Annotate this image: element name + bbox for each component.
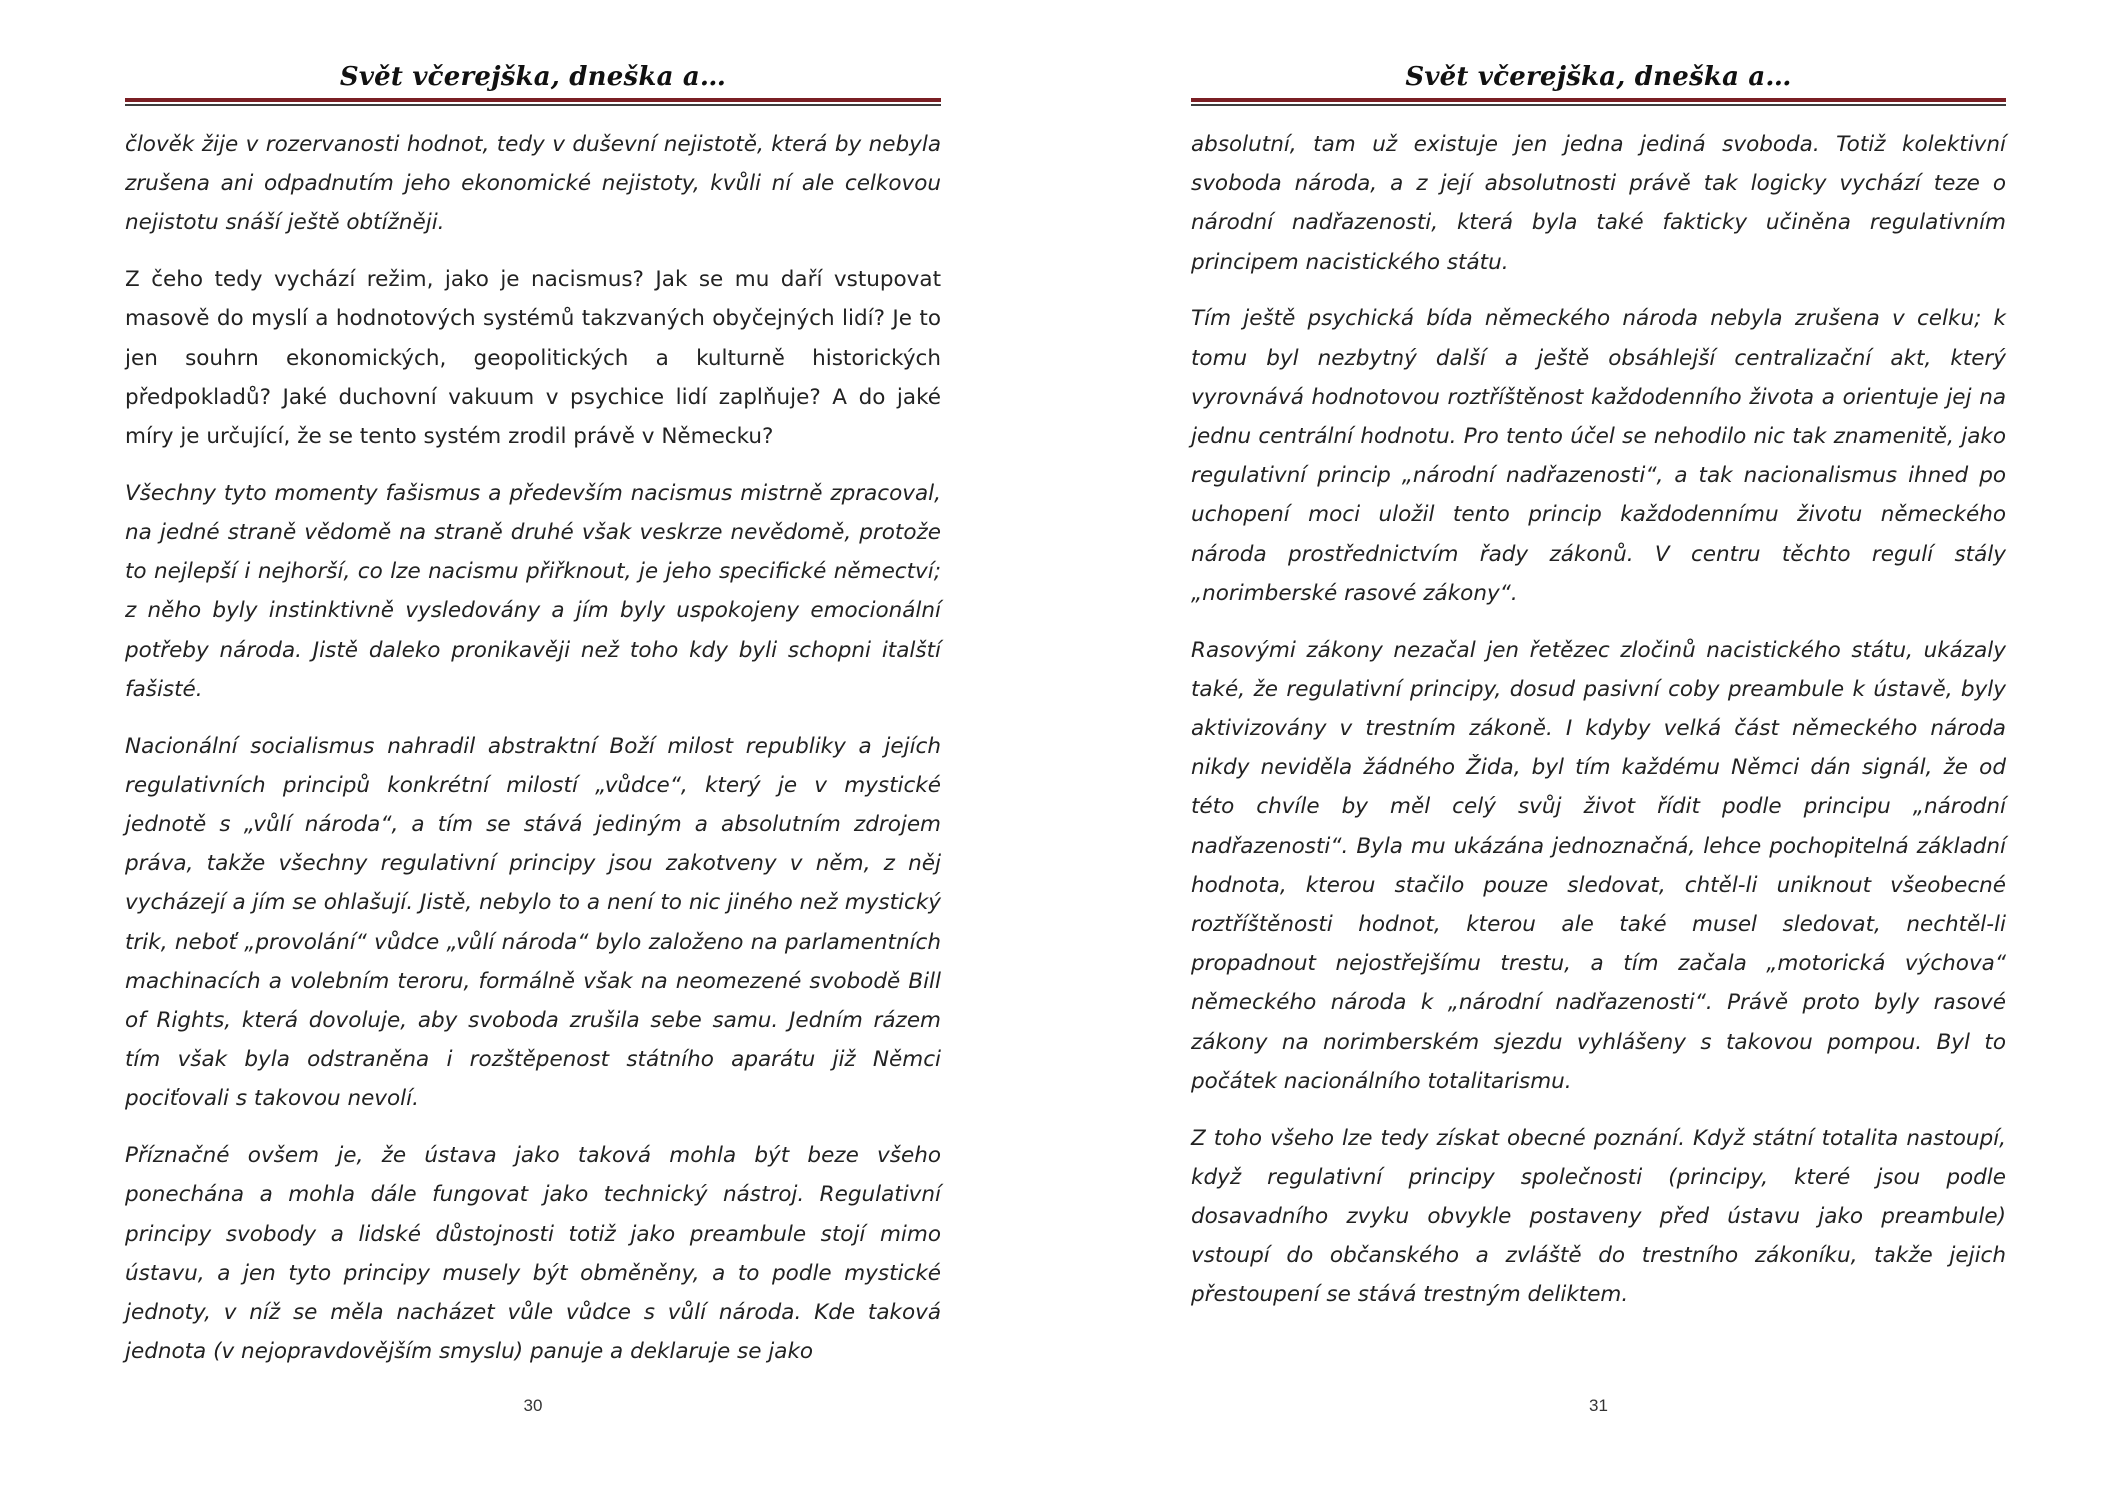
header-rule-thin xyxy=(125,104,941,106)
page-number: 30 xyxy=(523,1396,543,1415)
paragraph: Všechny tyto momenty fašismus a především nacismus mistrně zpracoval, na jedné straně vědomě na straně druhé však veskrze nevědomě, protože to nejlepší i nejhorší, co lze nacismu přiřknout, je jeho specifické němectví; z něho byly instinktivně vysledovány a jím byly uspokojeny emocionální potřeby národa. Jistě daleko pronikavěji než toho kdy byli schopni italští fašisté. xyxy=(125,480,941,702)
paragraph: Z toho všeho lze tedy získat obecné poznání. Když státní totalita nastoupí, když regulativní principy společnosti (principy, které jsou podle dosavadního zvyku obvykle postaveny před ústavu jako preambule) vstoupí do občanského a zvláště do trestního zákoníku, takže jejich přestoupení se stává trestným deliktem. xyxy=(1191,1125,2006,1308)
header-rule xyxy=(125,98,941,108)
right-page xyxy=(1191,0,2006,1500)
header-rule-thin xyxy=(1191,104,2006,106)
header-rule-thick xyxy=(1191,98,2006,102)
body-text xyxy=(125,125,941,1389)
running-head: Svět včerejška, dneška a… xyxy=(1405,62,1792,92)
page-number: 31 xyxy=(1589,1396,1608,1415)
running-head: Svět včerejška, dneška a… xyxy=(339,62,727,92)
header-rule-thick xyxy=(125,98,941,102)
paragraph: člověk žije v rozervanosti hodnot, tedy v duševní nejistotě, která by nebyla zrušena ani odpadnutím jeho ekonomické nejistoty, kvůli ní ale celkovou nejistotu snáší ještě obtížněji. xyxy=(125,132,941,236)
paragraph: Příznačné ovšem je, že ústava jako taková mohla být beze všeho ponechána a mohla dále fungovat jako technický nástroj. Regulativní principy svobody a lidské důstojnosti totiž jako preambule stojí mimo ústavu, a jen tyto principy musely být obměněny, a to podle mystické jednoty, v níž se měla nacházet vůle vůdce s vůlí národa. Kde taková jednota (v nejopravdovějším smyslu) panuje a deklaruje se jako xyxy=(125,1143,941,1365)
header-rule xyxy=(1191,98,2006,108)
paragraph: absolutní, tam už existuje jen jedna jediná svoboda. Totiž kolektivní svoboda národa, a z její absolutnosti právě tak logicky vychází teze o národní nadřazenosti, která byla také fakticky učiněna regulativním principem nacistického státu. xyxy=(1191,132,2006,275)
paragraph: Rasovými zákony nezačal jen řetězec zločinů nacistického státu, ukázaly také, že regulativní principy, dosud pasivní coby preambule k ústavě, byly aktivizovány v trestním zákoně. I kdyby velká část německého národa nikdy neviděla žádného Žida, byl tím každému Němci dán signál, že od této chvíle by měl celý svůj život řídit podle principu „národní nadřazenosti“. Byla mu ukázána jednoznačná, lehce pochopitelná základní hodnota, kterou stačilo pouze sledovat, chtěl-li uniknout všeobecné roztříštěnosti hodnot, kterou ale také musel sledovat, nechtěl-li propadnout nejostřejšímu trestu, a tím začala „motorická výchova“ německého národa k „národní nadřazenosti“. Právě proto byly rasové zákony na norimberském sjezdu vyhlášeny s takovou pompou. Byl to počátek nacionálního totalitarismu. xyxy=(1191,637,2006,1094)
body-text xyxy=(1191,125,2006,1332)
paragraph: Nacionální socialismus nahradil abstraktní Boží milost republiky a jejích regulativních principů konkrétní milostí „vůdce“, který je v mystické jednotě s „vůlí národa“, a tím se stává jediným a absolutním zdrojem práva, takže všechny regulativní principy jsou zakotveny v něm, z něj vycházejí a jím se ohlašují. Jistě, nebylo to a není to nic jiného než mystický trik, neboť „provolání“ vůdce „vůlí národa“ bylo založeno na parlamentních machinacích a volebním teroru, formálně však na neomezené svobodě Bill of Rights, která dovoluje, aby svoboda zrušila sebe samu. Jedním rázem tím však byla odstraněna i rozštěpenost státního aparátu již Němci pociťovali s takovou nevolí. xyxy=(125,733,941,1112)
paragraph: Tím ještě psychická bída německého národa nebyla zrušena v celku; k tomu byl nezbytný další a ještě obsáhlejší centralizační akt, který vyrovnává hodnotovou roztříštěnost každodenního života a orientuje jej na jednu centrální hodnotu. Pro tento účel se nehodilo nic tak znamenitě, jako regulativní princip „národní nadřazenosti“, a tak nacionalismus ihned po uchopení moci uložil tento princip každodennímu životu německého národa prostřednictvím řady zákonů. V centru těchto regulí stály „norimberské rasové zákony“. xyxy=(1191,306,2006,606)
left-page xyxy=(125,0,941,1500)
paragraph: Z čeho tedy vychází režim, jako je nacismus? Jak se mu daří vstupovat masově do myslí a hodnotových systémů takzvaných obyčejných lidí? Je to jen souhrn ekonomických, geopolitických a kulturně historických předpokladů? Jaké duchovní vakuum v psychice lidí zaplňuje? A do jaké míry je určující, že se tento systém zrodil právě v Německu? xyxy=(125,267,941,450)
